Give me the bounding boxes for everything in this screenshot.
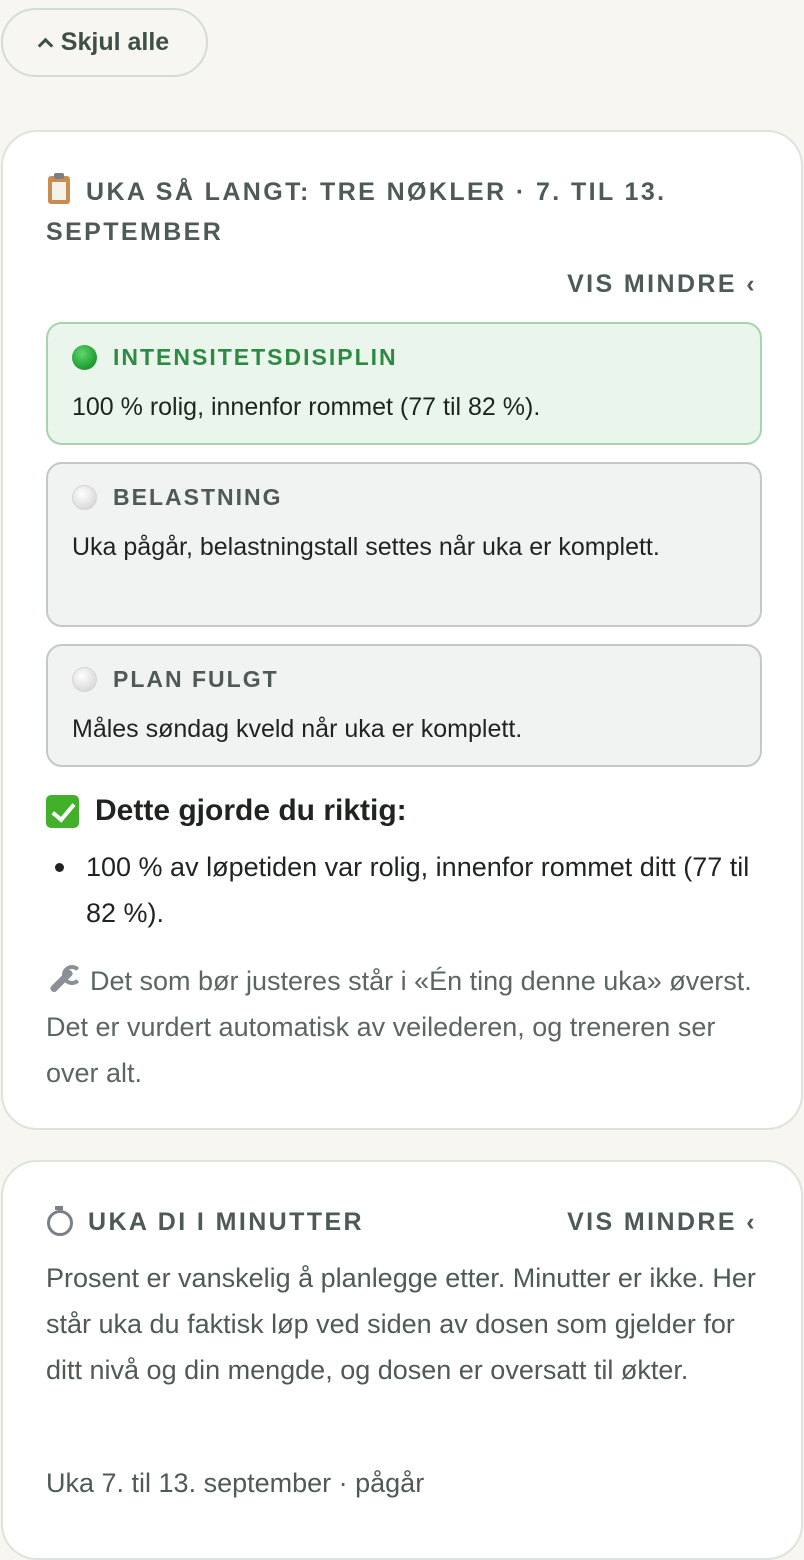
key-title (72, 484, 283, 511)
intro-paragraph: Prosent er vanskelig å planlegge etter. Minutter er ikke. Her står uka du faktisk løp ved siden av dosen som gjelder for ditt nivå og din mengde, og dosen er oversatt til økter. (46, 1263, 756, 1385)
card-heading (46, 1202, 364, 1242)
week-in-minutes-card (1, 1160, 803, 1560)
key-text: Uka pågår, belastningstall settes når uka er komplett. (72, 533, 660, 561)
check-mark-icon (46, 795, 79, 828)
adjustment-note-text: Det som bør justeres står i «Én ting denne uka» øverst. Det er vurdert automatisk av veilederen, og treneren ser over alt. (46, 966, 752, 1088)
week-label: Uka 7. til 13. september · pågår (46, 1468, 425, 1498)
card-heading-text: UKA DI I MINUTTER (88, 1208, 364, 1236)
clipboard-icon (46, 174, 72, 204)
list-item: 100 % av løpetiden var rolig, innenfor rommet ditt (77 til 82 %). (46, 844, 761, 936)
key-card-load (46, 462, 762, 627)
card-heading-text: UKA SÅ LANGT: TRE NØKLER · 7. TIL 13. SEPTEMBER (46, 178, 667, 246)
did-right-list (46, 844, 761, 936)
did-right-heading-text: Dette gjorde du riktig: (95, 794, 407, 827)
key-title (72, 666, 279, 693)
white-circle-icon (72, 485, 97, 510)
key-title (72, 344, 398, 371)
wrench-icon (46, 965, 76, 995)
green-circle-icon (72, 345, 97, 370)
card-heading (46, 172, 746, 252)
hide-all-button[interactable] (1, 8, 208, 77)
show-less-toggle[interactable]: VIS MINDRE ‹ (567, 1208, 757, 1236)
key-text: 100 % rolig, innenfor rommet (77 til 82 %). (72, 393, 541, 421)
key-title-text: PLAN FULGT (113, 666, 279, 692)
week-so-far-card (1, 130, 803, 1130)
white-circle-icon (72, 667, 97, 692)
key-card-plan-followed (46, 644, 762, 767)
stopwatch-icon (46, 1206, 72, 1234)
adjustment-note (46, 958, 762, 1096)
hide-all-label: Skjul alle (60, 28, 170, 56)
did-right-heading (46, 794, 407, 828)
key-text: Måles søndag kveld når uka er komplett. (72, 715, 523, 743)
chevron-up-icon (38, 37, 54, 53)
key-card-intensity (46, 322, 762, 445)
show-less-toggle[interactable]: VIS MINDRE ‹ (567, 270, 757, 298)
key-title-text: INTENSITETSDISIPLIN (113, 344, 398, 370)
key-title-text: BELASTNING (113, 484, 283, 510)
